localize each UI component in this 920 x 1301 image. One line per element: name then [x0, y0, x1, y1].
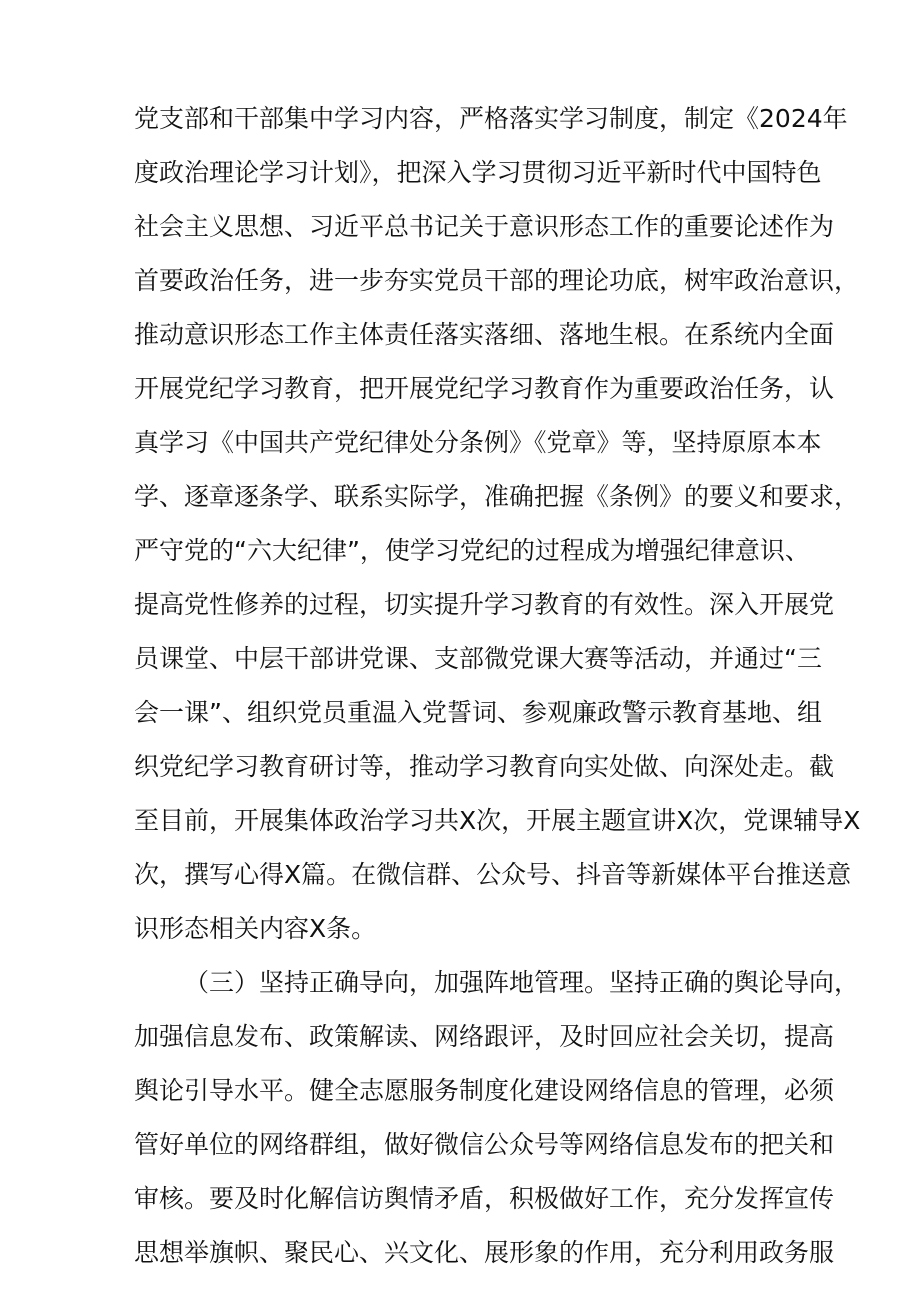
text-line: 次，撰写心得X篇。在微信群、公众号、抖音等新媒体平台推送意 [134, 860, 852, 889]
text-line: 推动意识形态工作主体责任落实落细、落地生根。在系统内全面 [134, 320, 835, 349]
text-line: 首要政治任务，进一步夯实党员干部的理论功底，树牢政治意识， [134, 266, 860, 295]
text-line: 审核。要及时化解信访舆情矛盾，积极做好工作，充分发挥宣传 [134, 1184, 835, 1213]
text-line: 学、逐章逐条学、联系实际学，准确把握《条例》的要义和要求， [134, 482, 860, 511]
text-line: 管好单位的网络群组，做好微信公众号等网络信息发布的把关和 [134, 1130, 835, 1159]
text-line: 党支部和干部集中学习内容，严格落实学习制度，制定《2024年 [134, 104, 848, 133]
text-line: 至目前，开展集体政治学习共X次，开展主题宣讲X次，党课辅导X [134, 806, 861, 835]
text-line: 思想举旗帜、聚民心、兴文化、展形象的作用，充分利用政务服 [134, 1238, 835, 1267]
text-line: 织党纪学习教育研讨等，推动学习教育向实处做、向深处走。截 [134, 752, 835, 781]
text-line-paragraph-end: 识形态相关内容X条。 [134, 914, 377, 943]
document-body [134, 92, 861, 1280]
text-line: 员课堂、中层干部讲党课、支部微党课大赛等活动，并通过“三 [134, 644, 822, 673]
text-line: 加强信息发布、政策解读、网络跟评，及时回应社会关切，提高 [134, 1022, 835, 1051]
text-line: 严守党的“六大纪律”，使学习党纪的过程成为增强纪律意识、 [134, 536, 810, 565]
text-line: 提高党性修养的过程，切实提升学习教育的有效性。深入开展党 [134, 590, 835, 619]
text-line: 社会主义思想、习近平总书记关于意识形态工作的重要论述作为 [134, 212, 835, 241]
text-line: 度政治理论学习计划》，把深入学习贯彻习近平新时代中国特色 [134, 158, 822, 187]
text-line: 真学习《中国共产党纪律处分条例》《党章》等，坚持原原本本 [134, 428, 822, 457]
text-line: 开展党纪学习教育，把开展党纪学习教育作为重要政治任务，认 [134, 374, 835, 403]
section-heading-line: （三）坚持正确导向，加强阵地管理。坚持正确的舆论导向， [184, 968, 860, 997]
text-line: 舆论引导水平。健全志愿服务制度化建设网络信息的管理，必须 [134, 1076, 835, 1105]
text-line: 会一课”、组织党员重温入党誓词、参观廉政警示教育基地、组 [134, 698, 822, 727]
